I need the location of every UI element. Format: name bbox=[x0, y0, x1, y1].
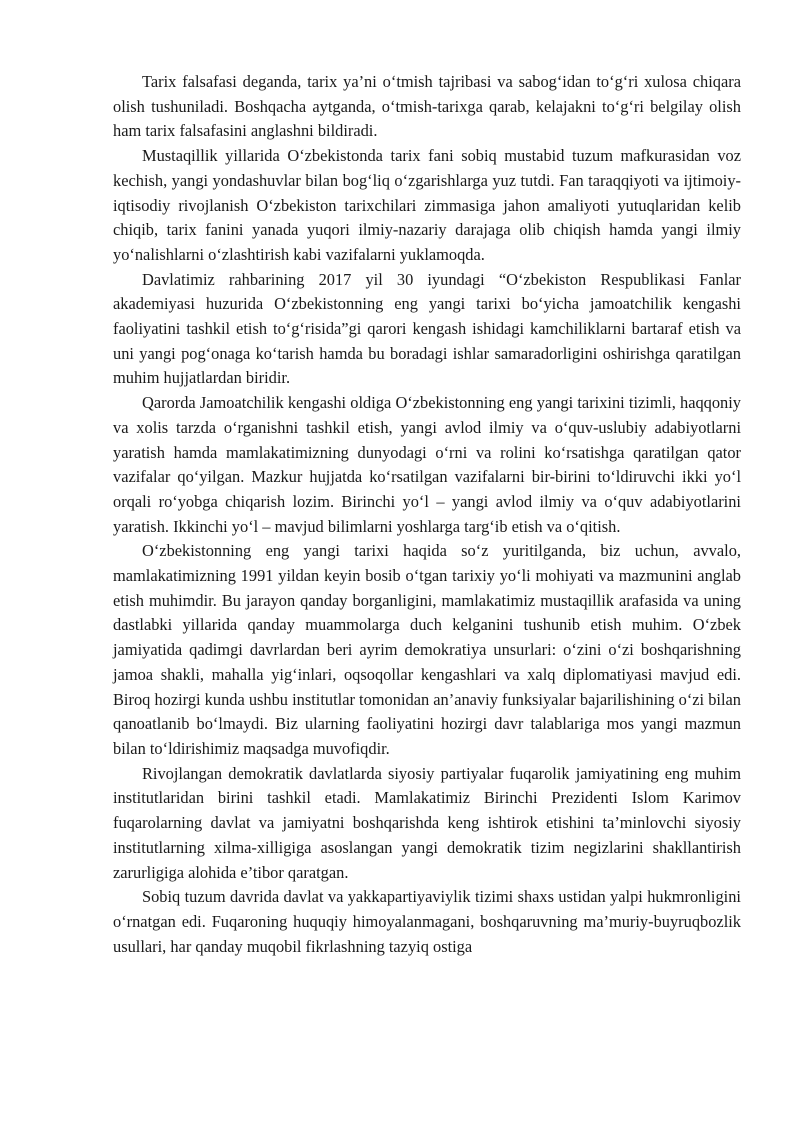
paragraph-4: Qarorda Jamoatchilik kengashi oldiga O‘zbekistonning eng yangi tarixini tizimli, haqqoniy va xolis tarzda o‘rganishni tashkil etish, yangi avlod ilmiy va o‘quv-uslubiy adabiyotlarni yaratish hamda mamlakatimizning dunyodagi o‘rni va rolini ko‘rsatishga qaratilgan qator vazifalar qo‘yilgan. Mazkur hujjatda ko‘rsatilgan vazifalarni bir-birini to‘ldiruvchi ikki yo‘l orqali ro‘yobga chiqarish lozim. Birinchi yo‘l – yangi avlod ilmiy va o‘quv adabiyotlarini yaratish. Ikkinchi yo‘l – mavjud bilimlarni yoshlarga targ‘ib etish va o‘qitish. bbox=[113, 393, 741, 536]
document-page bbox=[113, 70, 741, 959]
paragraph-5: O‘zbekistonning eng yangi tarixi haqida so‘z yuritilganda, biz uchun, avvalo, mamlakatimizning 1991 yildan keyin bosib o‘tgan tarixiy yo‘li mohiyati va mazmunini anglab etish muhimdir. Bu jarayon qanday borganligini, mamlakatimiz mustaqillik arafasida va uning dastlabki yillarida qanday muammolarga duch kelganini tushunib etish muhim. O‘zbek jamiyatida qadimgi davrlardan beri ayrim demokratiya unsurlari: o‘zini o‘zi boshqarishning jamoa shakli, mahalla yig‘inlari, oqsoqollar kengashlari va xalq diplomatiyasi mavjud edi. Biroq hozirgi kunda ushbu institutlar tomonidan an’anaviy funksiyalar bajarilishining o‘zi bilan qanoatlanib bo‘lmaydi. Biz ularning faoliyatini hozirgi davr talablariga mos yangi mazmun bilan to‘ldirishimiz maqsadga muvofiqdir. bbox=[113, 541, 741, 758]
paragraph-3: Davlatimiz rahbarining 2017 yil 30 iyundagi “O‘zbekiston Respublikasi Fanlar akademiyasi huzurida O‘zbekistonning eng yangi tarixi bo‘yicha jamoatchilik kengashi faoliyatini tashkil etish to‘g‘risida”gi qarori kengash ishidagi kamchiliklarni bartaraf etish va uni yangi pog‘onaga ko‘tarish hamda bu boradagi ishlar samaradorligini oshirishga qaratilgan muhim hujjatlardan biridir. bbox=[113, 269, 741, 388]
paragraph-1: Tarix falsafasi deganda, tarix ya’ni o‘tmish tajribasi va sabog‘idan to‘g‘ri xulosa chiqara olish tushuniladi. Boshqacha aytganda, o‘tmish-tarixga qarab, kelajakni to‘g‘ri belgilay olish ham tarix falsafasini anglashni bildiradi. bbox=[113, 72, 741, 141]
paragraph-6: Rivojlangan demokratik davlatlarda siyosiy partiyalar fuqarolik jamiyatining eng muhim institutlaridan birini tashkil etadi. Mamlakatimiz Birinchi Prezidenti Islom Karimov fuqarolarning davlat va jamiyatni boshqarishda keng ishtirok etishini ta’minlovchi siyosiy institutlarning xilma-xilligiga asoslangan yangi demokratik tizim negizlarini shakllantirish zarurligiga alohida e’tibor qaratgan. bbox=[113, 763, 741, 882]
paragraph-7: Sobiq tuzum davrida davlat va yakkapartiyaviylik tizimi shaxs ustidan yalpi hukmronligini o‘rnatgan edi. Fuqaroning huquqiy himoyalanmagani, boshqaruvning ma’muriy-buyruqbozlik usullari, har qanday muqobil fikrlashning tazyiq ostiga bbox=[113, 887, 741, 956]
paragraph-2: Mustaqillik yillarida O‘zbekistonda tarix fani sobiq mustabid tuzum mafkurasidan voz kechish, yangi yondashuvlar bilan bog‘liq o‘zgarishlarga yuz tutdi. Fan taraqqiyoti va ijtimoiy-iqtisodiy rivojlanish O‘zbekiston tarixchilari zimmasiga jahon amaliyoti yutuqlaridan kelib chiqib, tarix fanini yanada yuqori ilmiy-nazariy darajaga olib chiqish hamda yangi ilmiy yo‘nalishlarni o‘zlashtirish kabi vazifalarni yuklamoqda. bbox=[113, 146, 741, 264]
